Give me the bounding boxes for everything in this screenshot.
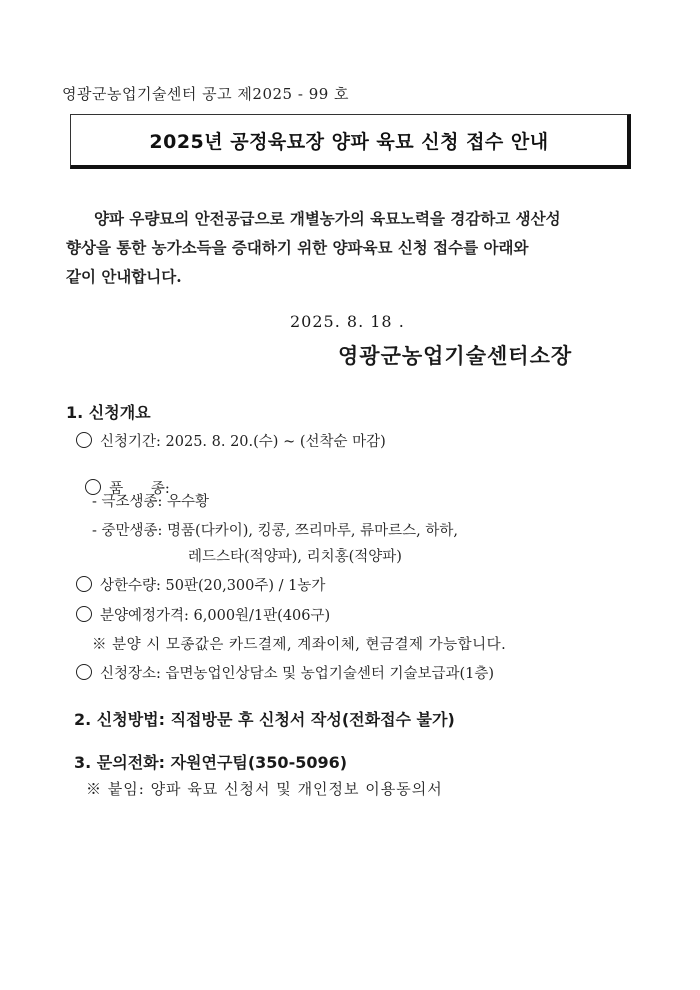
price-item xyxy=(76,604,330,625)
place-text: 신청장소: 읍면농업인상담소 및 농업기술센터 기술보급과(1층) xyxy=(100,666,495,682)
page-title: 2025년 공정육묘장 양파 육묘 신청 접수 안내 xyxy=(149,130,549,153)
section-3-heading: 3. 문의전화: 자원연구팀(350-5096) xyxy=(74,753,348,772)
circle-bullet-icon xyxy=(76,606,92,622)
period-item xyxy=(76,430,386,451)
limit-item xyxy=(76,574,325,595)
limit-text: 상한수량: 50판(20,300주) / 1농가 xyxy=(100,578,326,594)
variety-label: 품 종: xyxy=(109,481,170,497)
price-text: 분양예정가격: 6,000원/1판(406구) xyxy=(100,608,331,624)
notice-number: 영광군농업기술센터 공고 제2025 - 99 호 xyxy=(62,85,350,103)
intro-line-3: 같이 안내합니다. xyxy=(66,267,182,286)
payment-note: ※ 분양 시 모종값은 카드결제, 계좌이체, 현금결제 가능합니다. xyxy=(92,637,507,653)
notice-date: 2025. 8. 18 . xyxy=(290,312,405,331)
circle-bullet-icon xyxy=(76,576,92,592)
intro-line-2: 향상을 통한 농가소득을 증대하기 위한 양파육묘 신청 접수를 아래와 xyxy=(66,238,529,257)
attachment-note: ※ 붙임: 양파 육묘 신청서 및 개인정보 이용동의서 xyxy=(86,780,443,798)
early-variety: - 극조생종: 우수황 xyxy=(92,494,210,510)
intro-paragraph xyxy=(66,204,646,291)
place-item xyxy=(76,662,494,683)
section-1-heading: 1. 신청개요 xyxy=(66,403,151,422)
title-box xyxy=(70,114,631,169)
mid-late-variety-line-1: - 중만생종: 명품(다카이), 킹콩, 쯔리마루, 류마르스, 하하, xyxy=(92,523,458,539)
mid-late-variety-line-2: 레드스타(적양파), 리치홍(적양파) xyxy=(188,549,402,565)
circle-bullet-icon xyxy=(76,664,92,680)
signatory: 영광군농업기술센터소장 xyxy=(338,343,573,368)
period-text: 신청기간: 2025. 8. 20.(수) ~ (선착순 마감) xyxy=(100,434,386,450)
intro-line-1: 양파 우량묘의 안전공급으로 개별농가의 육묘노력을 경감하고 생산성 xyxy=(94,209,561,228)
section-2-heading: 2. 신청방법: 직접방문 후 신청서 작성(전화접수 불가) xyxy=(74,710,455,729)
circle-bullet-icon xyxy=(76,432,92,448)
